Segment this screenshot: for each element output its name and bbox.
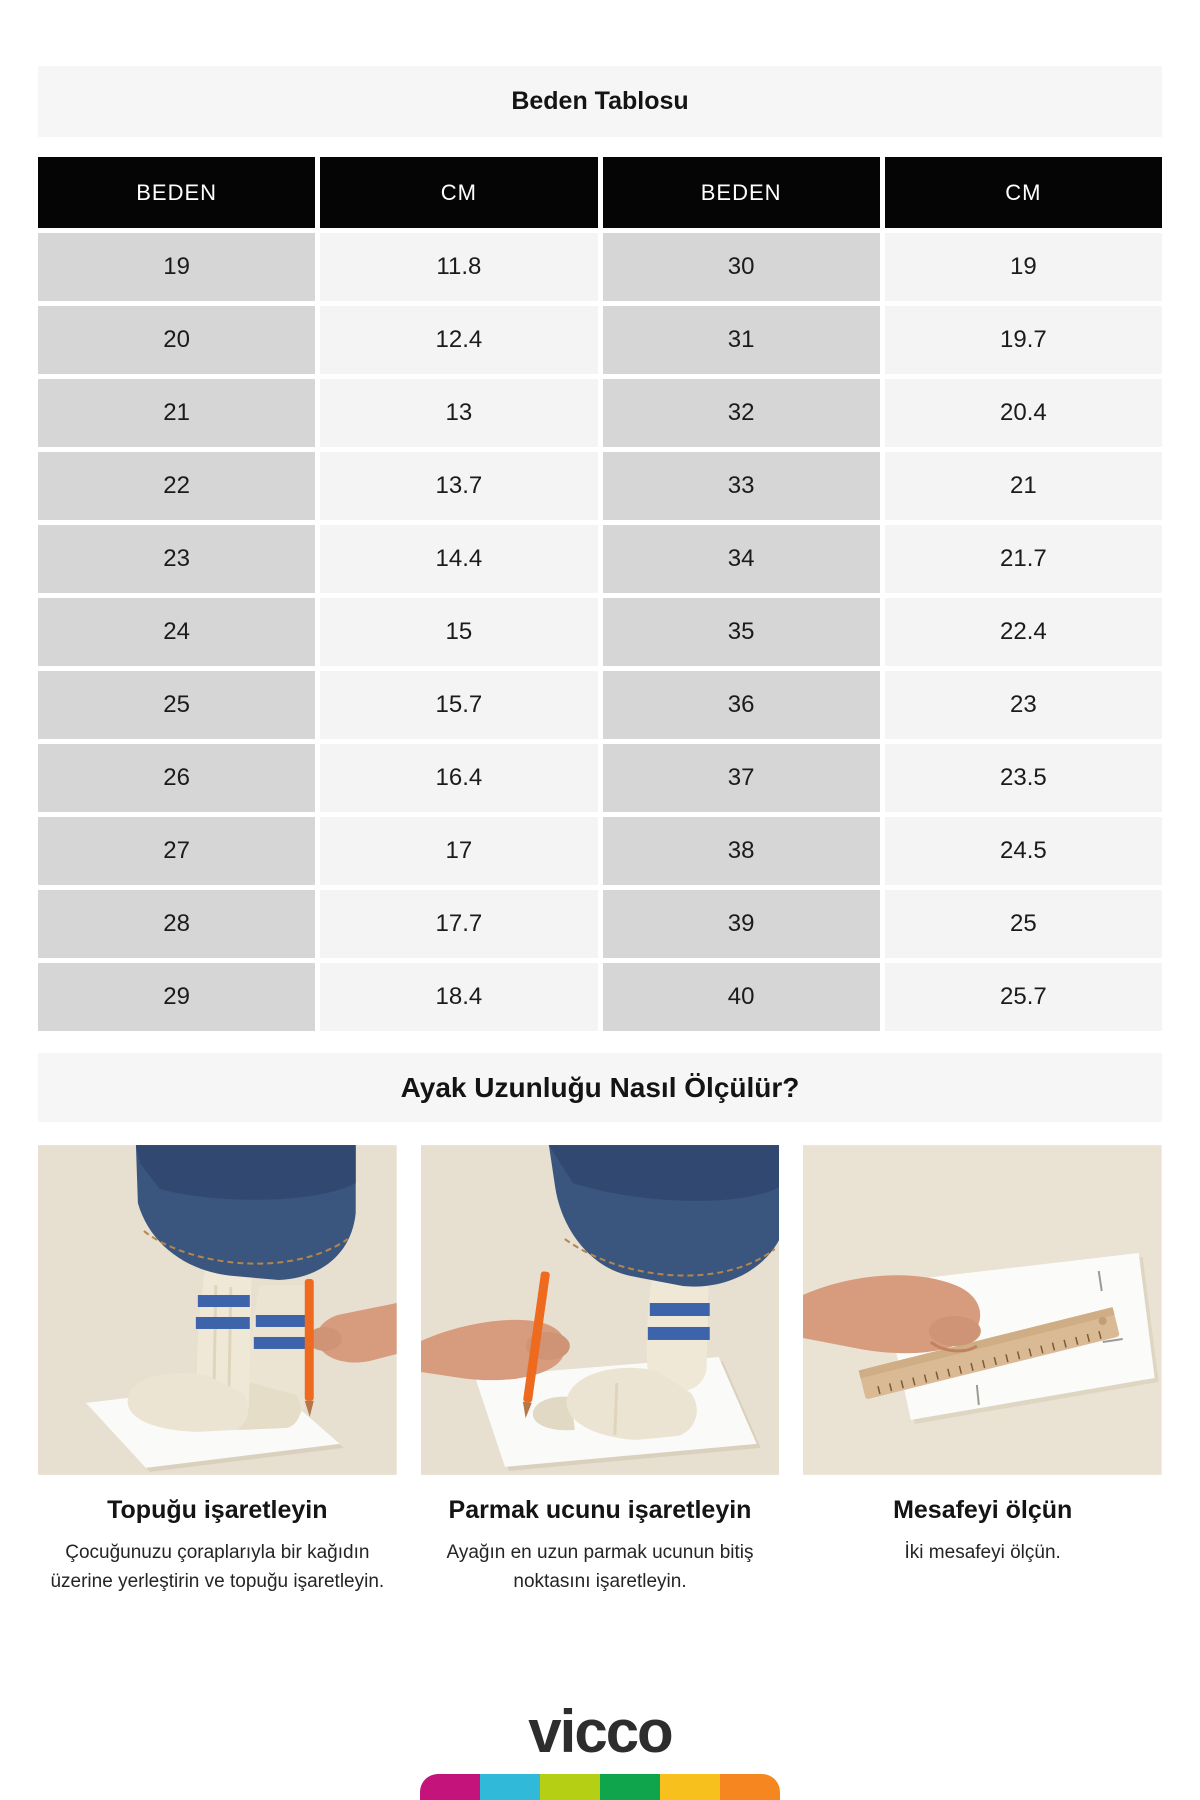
step-mark-toe (421, 1496, 780, 1596)
logo-bar-segment (420, 1774, 480, 1800)
size-cell: 20 (38, 306, 315, 374)
instruction-captions (38, 1496, 1162, 1596)
measure-distance-illustration (803, 1145, 1162, 1475)
step-description: İki mesafeyi ölçün. (904, 1542, 1061, 1563)
measure-distance-photo (803, 1145, 1162, 1475)
cm-cell: 19.7 (885, 306, 1162, 374)
instruction-photos (38, 1145, 1162, 1475)
cm-cell: 23 (885, 671, 1162, 739)
logo-bar-segment (540, 1774, 600, 1800)
step-measure-distance (803, 1496, 1162, 1596)
size-cell: 37 (603, 744, 880, 812)
cm-cell: 15 (320, 598, 597, 666)
size-cell: 31 (603, 306, 880, 374)
size-cell: 28 (38, 890, 315, 958)
cm-cell: 21 (885, 452, 1162, 520)
cm-cell: 22.4 (885, 598, 1162, 666)
cm-cell: 13.7 (320, 452, 597, 520)
measure-section-title-bar (38, 1053, 1162, 1122)
size-table-header-cm: CM (320, 157, 597, 228)
size-cell: 36 (603, 671, 880, 739)
measure-section-title: Ayak Uzunluğu Nasıl Ölçülür? (400, 1071, 800, 1103)
logo-bar-segment (600, 1774, 660, 1800)
cm-cell: 16.4 (320, 744, 597, 812)
cm-cell: 24.5 (885, 817, 1162, 885)
step-title: Mesafeyi ölçün (893, 1496, 1073, 1524)
cm-cell: 15.7 (320, 671, 597, 739)
size-cell: 40 (603, 963, 880, 1031)
cm-cell: 21.7 (885, 525, 1162, 593)
cm-cell: 23.5 (885, 744, 1162, 812)
step-mark-heel (38, 1496, 397, 1596)
size-cell: 26 (38, 744, 315, 812)
cm-cell: 25 (885, 890, 1162, 958)
size-cell: 29 (38, 963, 315, 1031)
size-table-title: Beden Tablosu (511, 87, 689, 115)
vicco-logo-color-bar (420, 1774, 780, 1800)
size-cell: 22 (38, 452, 315, 520)
mark-toe-illustration (421, 1145, 780, 1475)
size-table-title-bar (38, 66, 1162, 137)
logo-bar-segment (720, 1774, 780, 1800)
size-cell: 23 (38, 525, 315, 593)
size-cell: 32 (603, 379, 880, 447)
size-table-header-beden: BEDEN (603, 157, 880, 228)
cm-cell: 11.8 (320, 233, 597, 301)
cm-cell: 17.7 (320, 890, 597, 958)
cm-cell: 14.4 (320, 525, 597, 593)
step-description: Çocuğunuzu çoraplarıyla bir kağıdın üzerine yerleştirin ve topuğu işaretleyin. (50, 1542, 385, 1592)
step-title: Topuğu işaretleyin (107, 1496, 328, 1524)
logo-bar-segment (480, 1774, 540, 1800)
size-cell: 19 (38, 233, 315, 301)
vicco-logo: vicco (528, 1698, 672, 1765)
cm-cell: 18.4 (320, 963, 597, 1031)
size-cell: 33 (603, 452, 880, 520)
size-cell: 39 (603, 890, 880, 958)
cm-cell: 13 (320, 379, 597, 447)
mark-heel-photo (38, 1145, 397, 1475)
size-cell: 27 (38, 817, 315, 885)
step-title: Parmak ucunu işaretleyin (448, 1496, 752, 1524)
size-cell: 38 (603, 817, 880, 885)
size-cell: 30 (603, 233, 880, 301)
step-description: Ayağın en uzun parmak ucunun bitiş noktasını işaretleyin. (446, 1542, 754, 1592)
cm-cell: 20.4 (885, 379, 1162, 447)
size-cell: 21 (38, 379, 315, 447)
size-cell: 34 (603, 525, 880, 593)
size-table (38, 157, 1162, 1031)
cm-cell: 19 (885, 233, 1162, 301)
mark-toe-photo (421, 1145, 780, 1475)
size-cell: 25 (38, 671, 315, 739)
logo-bar-segment (660, 1774, 720, 1800)
size-cell: 35 (603, 598, 880, 666)
size-table-header-beden: BEDEN (38, 157, 315, 228)
size-table-header-cm: CM (885, 157, 1162, 228)
cm-cell: 12.4 (320, 306, 597, 374)
cm-cell: 25.7 (885, 963, 1162, 1031)
cm-cell: 17 (320, 817, 597, 885)
size-cell: 24 (38, 598, 315, 666)
mark-heel-illustration (38, 1145, 397, 1475)
